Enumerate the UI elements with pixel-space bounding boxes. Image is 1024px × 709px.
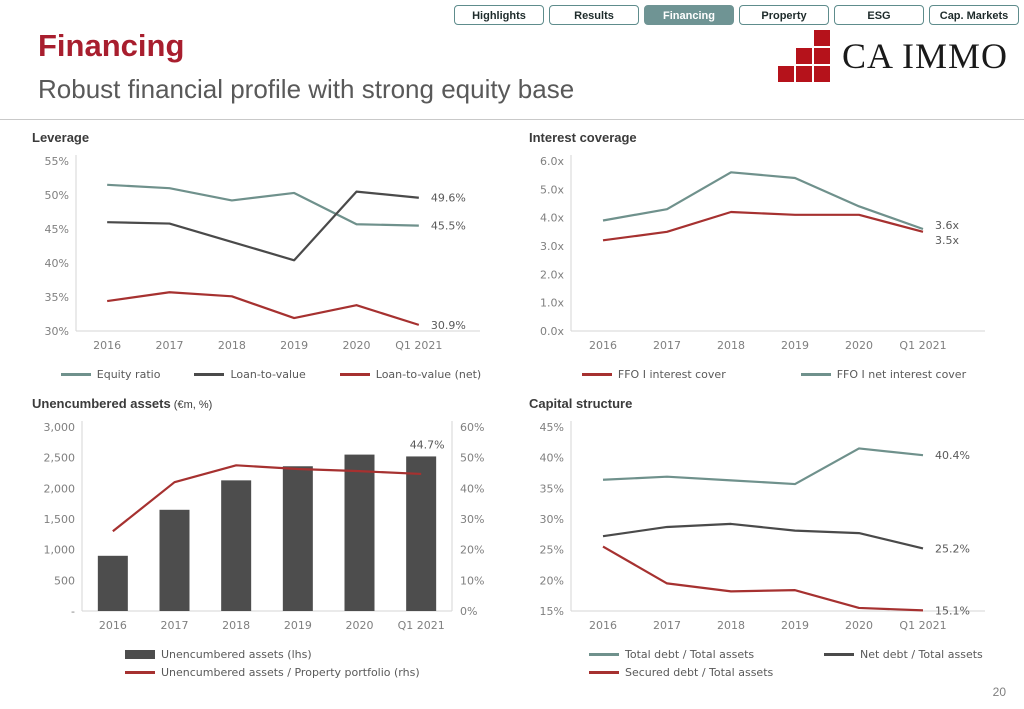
chart-title-text: Unencumbered assets bbox=[32, 396, 171, 411]
nav-tab-esg[interactable]: ESG bbox=[834, 5, 924, 25]
svg-text:5.0x: 5.0x bbox=[539, 183, 564, 197]
legend-line-swatch bbox=[824, 653, 854, 656]
interest-coverage-title bbox=[529, 130, 1021, 145]
logo-text: CA IMMO bbox=[841, 36, 1008, 76]
svg-text:15.1%: 15.1% bbox=[935, 604, 970, 618]
svg-text:50%: 50% bbox=[460, 451, 485, 465]
svg-text:3,000: 3,000 bbox=[43, 421, 75, 434]
svg-text:50%: 50% bbox=[44, 189, 69, 202]
svg-text:Q1 2021: Q1 2021 bbox=[397, 619, 445, 632]
svg-text:55%: 55% bbox=[44, 155, 69, 168]
capital-structure-legend bbox=[527, 648, 1021, 679]
svg-text:30%: 30% bbox=[460, 513, 485, 526]
legend-line-swatch bbox=[61, 373, 91, 376]
unencumbered-assets-legend bbox=[30, 648, 512, 679]
svg-text:20%: 20% bbox=[460, 543, 485, 557]
svg-text:40%: 40% bbox=[539, 451, 564, 465]
nav-tab-cap-markets[interactable]: Cap. Markets bbox=[929, 5, 1019, 25]
svg-text:2019: 2019 bbox=[781, 339, 809, 352]
legend-item bbox=[194, 368, 305, 381]
svg-text:30.9%: 30.9% bbox=[430, 318, 466, 332]
svg-text:2017: 2017 bbox=[653, 339, 681, 352]
svg-text:3.6x: 3.6x bbox=[935, 219, 960, 232]
legend-bar-swatch bbox=[125, 650, 155, 659]
svg-text:2017: 2017 bbox=[160, 619, 189, 632]
ca-immo-blocks-icon bbox=[778, 30, 830, 82]
svg-text:-: - bbox=[71, 605, 75, 618]
nav-tab-highlights[interactable]: Highlights bbox=[454, 5, 544, 25]
page-number: 20 bbox=[992, 685, 1006, 699]
legend-label: Loan-to-value bbox=[230, 368, 306, 381]
svg-text:10%: 10% bbox=[460, 574, 485, 588]
svg-text:25.2%: 25.2% bbox=[935, 542, 970, 556]
legend-label: Unencumbered assets / Property portfolio (rhs) bbox=[161, 666, 420, 679]
legend-line-swatch bbox=[801, 373, 831, 376]
legend-line-swatch bbox=[340, 373, 370, 376]
svg-text:30%: 30% bbox=[44, 325, 69, 338]
svg-text:2,500: 2,500 bbox=[43, 451, 75, 465]
chart-title-text: Leverage bbox=[32, 130, 90, 145]
svg-text:35%: 35% bbox=[44, 291, 69, 304]
nav-tab-financing[interactable]: Financing bbox=[644, 5, 734, 25]
svg-text:Q1 2021: Q1 2021 bbox=[899, 339, 947, 352]
svg-text:40.4%: 40.4% bbox=[935, 449, 970, 463]
svg-text:1,000: 1,000 bbox=[43, 543, 75, 557]
legend-item bbox=[61, 368, 161, 381]
svg-text:4.0x: 4.0x bbox=[539, 211, 564, 225]
legend-line-swatch bbox=[194, 373, 224, 376]
svg-text:25%: 25% bbox=[539, 543, 564, 557]
chart-title-text: Interest coverage bbox=[529, 130, 637, 145]
legend-label: Secured debt / Total assets bbox=[625, 666, 774, 679]
svg-text:40%: 40% bbox=[44, 257, 69, 270]
legend-item bbox=[340, 368, 481, 381]
svg-text:2020: 2020 bbox=[845, 619, 873, 632]
svg-text:40%: 40% bbox=[460, 482, 485, 496]
leverage-panel bbox=[30, 130, 512, 381]
legend-item bbox=[824, 648, 1021, 661]
svg-text:2020: 2020 bbox=[345, 619, 374, 632]
svg-text:49.6%: 49.6% bbox=[430, 191, 466, 205]
svg-text:1,500: 1,500 bbox=[43, 513, 75, 526]
legend-line-swatch bbox=[582, 373, 612, 376]
interest-coverage-legend bbox=[527, 368, 1021, 381]
svg-text:15%: 15% bbox=[539, 605, 564, 618]
legend-label: FFO I interest cover bbox=[617, 368, 726, 381]
page-title: Financing bbox=[38, 28, 185, 63]
svg-text:2,000: 2,000 bbox=[43, 482, 75, 496]
nav-tab-results[interactable]: Results bbox=[549, 5, 639, 25]
svg-text:60%: 60% bbox=[460, 421, 485, 434]
svg-text:0%: 0% bbox=[460, 605, 478, 618]
svg-text:2018: 2018 bbox=[217, 339, 246, 352]
svg-text:Q1 2021: Q1 2021 bbox=[395, 339, 443, 352]
svg-text:2018: 2018 bbox=[717, 339, 745, 352]
svg-text:20%: 20% bbox=[539, 574, 564, 588]
svg-text:3.0x: 3.0x bbox=[539, 240, 564, 253]
legend-label: FFO I net interest cover bbox=[836, 368, 967, 381]
svg-text:2020: 2020 bbox=[845, 339, 873, 352]
svg-text:2016: 2016 bbox=[93, 339, 122, 352]
legend-item bbox=[125, 648, 512, 661]
legend-label: Equity ratio bbox=[96, 368, 161, 381]
svg-text:2.0x: 2.0x bbox=[539, 268, 564, 282]
interest-coverage-chart bbox=[527, 149, 1021, 361]
legend-line-swatch bbox=[589, 653, 619, 656]
svg-text:2016: 2016 bbox=[98, 619, 127, 632]
svg-text:6.0x: 6.0x bbox=[539, 155, 564, 168]
svg-text:2020: 2020 bbox=[342, 339, 371, 352]
capital-structure-title bbox=[529, 396, 1021, 411]
svg-text:2017: 2017 bbox=[653, 619, 681, 632]
svg-text:2017: 2017 bbox=[155, 339, 184, 352]
svg-text:45%: 45% bbox=[44, 223, 69, 236]
svg-text:44.7%: 44.7% bbox=[409, 438, 445, 452]
ca-immo-logo bbox=[778, 30, 1008, 82]
svg-text:0.0x: 0.0x bbox=[539, 325, 564, 338]
svg-text:500: 500 bbox=[54, 574, 75, 588]
legend-item bbox=[125, 666, 512, 679]
interest-coverage-panel bbox=[527, 130, 1021, 381]
svg-text:45.5%: 45.5% bbox=[430, 219, 466, 233]
svg-text:2019: 2019 bbox=[283, 619, 312, 632]
svg-text:Q1 2021: Q1 2021 bbox=[899, 619, 947, 632]
svg-text:3.5x: 3.5x bbox=[935, 233, 960, 247]
svg-text:2019: 2019 bbox=[280, 339, 309, 352]
unencumbered-assets-title bbox=[32, 396, 512, 411]
legend-label: Total debt / Total assets bbox=[625, 648, 755, 661]
svg-text:35%: 35% bbox=[539, 482, 564, 496]
unencumbered-assets-panel bbox=[30, 396, 512, 679]
nav-tabs bbox=[454, 5, 1019, 25]
svg-text:1.0x: 1.0x bbox=[539, 296, 564, 310]
leverage-legend bbox=[30, 368, 512, 381]
header-divider bbox=[0, 119, 1024, 120]
svg-text:2016: 2016 bbox=[589, 619, 617, 632]
nav-tab-property[interactable]: Property bbox=[739, 5, 829, 25]
unencumbered-assets-chart bbox=[30, 415, 512, 641]
legend-label: Net debt / Total assets bbox=[860, 648, 983, 661]
svg-text:2018: 2018 bbox=[222, 619, 251, 632]
legend-label: Loan-to-value (net) bbox=[375, 368, 482, 381]
capital-structure-chart bbox=[527, 415, 1021, 641]
legend-item bbox=[589, 666, 824, 679]
legend-item bbox=[589, 648, 824, 661]
chart-title-suffix: (€m, %) bbox=[170, 399, 213, 411]
legend-line-swatch bbox=[589, 671, 619, 674]
leverage-chart bbox=[30, 149, 512, 361]
svg-text:2019: 2019 bbox=[781, 619, 809, 632]
legend-item bbox=[801, 368, 966, 381]
leverage-title bbox=[32, 130, 512, 145]
svg-text:30%: 30% bbox=[539, 513, 564, 526]
page-subtitle: Robust financial profile with strong equity base bbox=[38, 74, 575, 104]
svg-text:2016: 2016 bbox=[589, 339, 617, 352]
legend-label: Unencumbered assets (lhs) bbox=[161, 648, 312, 661]
legend-line-swatch bbox=[125, 671, 155, 674]
svg-text:2018: 2018 bbox=[717, 619, 745, 632]
capital-structure-panel bbox=[527, 396, 1021, 679]
chart-title-text: Capital structure bbox=[529, 396, 633, 411]
svg-text:45%: 45% bbox=[539, 421, 564, 434]
legend-item bbox=[582, 368, 726, 381]
